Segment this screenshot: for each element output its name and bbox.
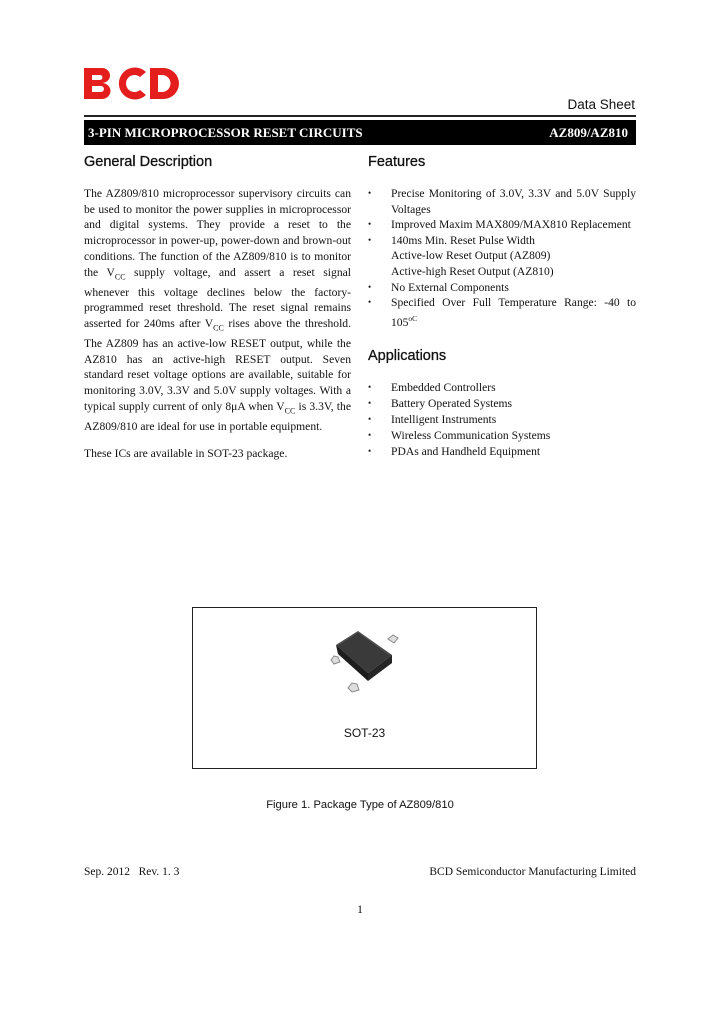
package-label: SOT-23 [343,726,386,740]
sub-item: Active-low Reset Output (AZ809) [391,249,551,263]
figure-caption: Figure 1. Package Type of AZ809/810 [266,799,454,811]
bcd-logo [82,66,182,101]
list-item: • No External Components [368,280,636,296]
list-item: • Precise Monitoring of 3.0V, 3.3V and 5.0V Supply Voltages [368,186,636,217]
list-item: • Wireless Communication Systems [368,428,636,444]
general-description-heading: General Description [84,154,213,170]
page-number: 1 [357,902,363,916]
document-type-label: Data Sheet [567,97,635,112]
list-item: • Improved Maxim MAX809/MAX810 Replacement [368,217,636,233]
footer-company: BCD Semiconductor Manufacturing Limited [429,866,636,878]
part-numbers: AZ809/AZ810 [549,124,628,140]
list-item: • Embedded Controllers [368,380,636,396]
sub-item: Active-high Reset Output (AZ810) [391,264,554,278]
features-heading: Features [368,154,426,170]
applications-list [368,380,636,460]
document-title: 3-PIN MICROPROCESSOR RESET CIRCUITS [88,124,363,140]
general-description-section [84,154,351,462]
list-item: • Intelligent Instruments [368,412,636,428]
general-description-paragraph: The AZ809/810 microprocessor supervisory circuits can be used to monitor the power supplies in microprocessor and digital systems. They provide a reset to the microprocessor in power-up, power-down and brown-out conditions. The function of the AZ809/810 is to monitor the $V_{CC}$ supply voltage, and assert a reset signal whenever this voltage declines below the factory-programmed reset threshold. The reset signal remains asserted for 240ms after $V_{CC}$ rises above the threshold. The AZ809 has an active-low RESET output, while the AZ810 has an active-high RESET output. Seven standard reset voltage options are available, suitable for monitoring 3.0V, 3.3V and 5.0V supply voltages. With a typical supply current of only 8μA when $V_{CC}$ is 3.3V, the AZ809/810 are ideal for use in portable equipment. [84,187,351,433]
applications-heading: Applications [368,348,447,365]
footer-date-revision: Sep. 2012 Rev. 1. 3 [84,866,180,878]
list-item: • Battery Operated Systems [368,396,636,412]
package-figure-box [192,607,537,769]
features-applications-column [368,154,636,460]
list-item: • Specified Over Full Temperature Range: -40 to $105^{oC}$ [368,295,636,330]
title-bar [84,120,636,145]
package-availability-paragraph: These ICs are available in SOT-23 package. [84,447,288,461]
list-item: • 140ms Min. Reset Pulse Width Active-low Reset Output (AZ809) Active-high Reset Output (AZ810) [368,233,636,280]
features-list [368,186,636,330]
sot23-package-image [328,623,403,698]
header-rule [84,115,636,117]
list-item: • PDAs and Handheld Equipment [368,444,636,460]
